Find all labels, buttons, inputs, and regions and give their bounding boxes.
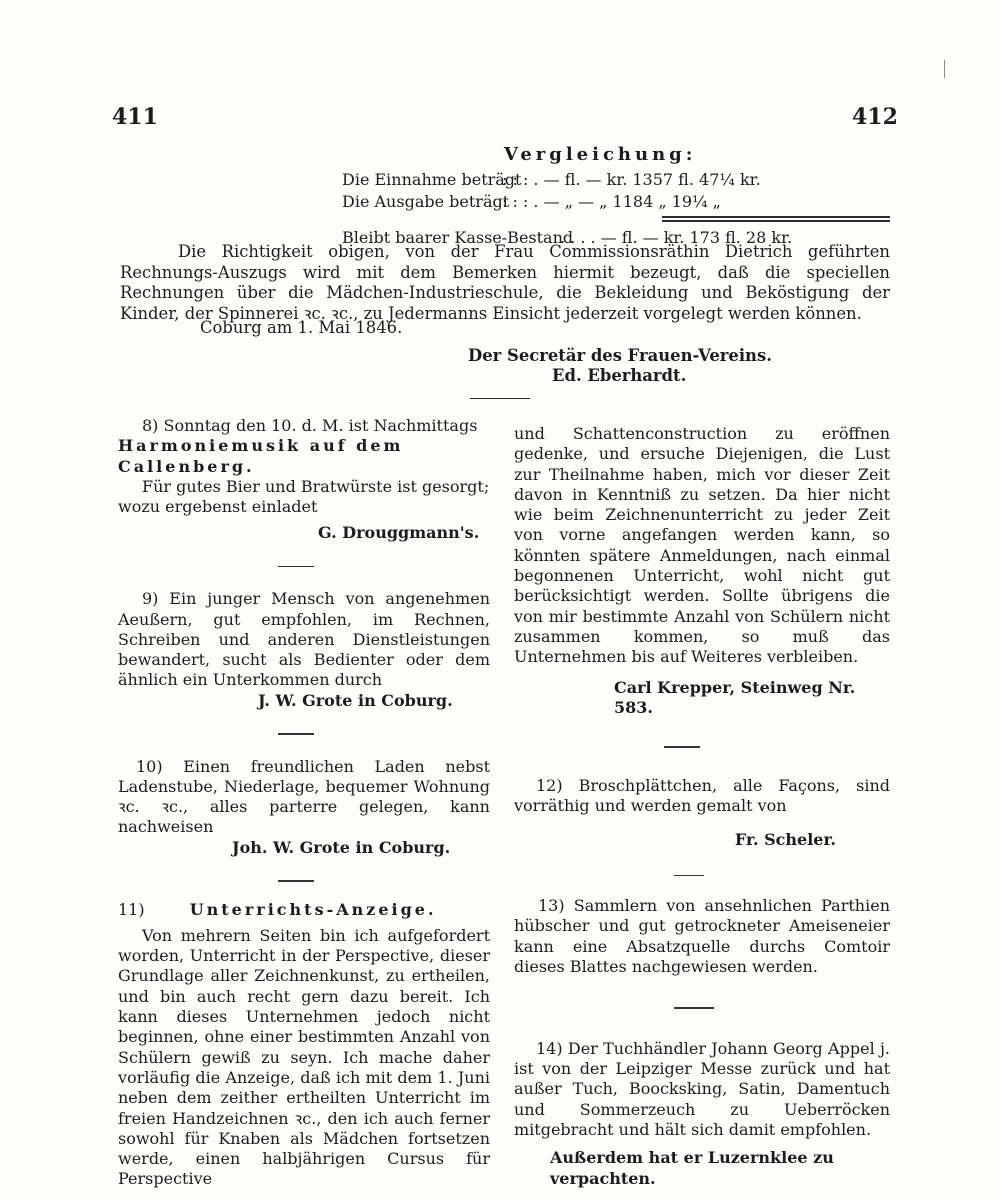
ad9-text: 9) Ein junger Mensch von angenehmen Aeußern, gut empfohlen, im Rechnen, Schreiben und anderen Dienstleistungen bewandert, sucht als Bedienter oder dem ähnlich ein Unterkommen durch [118, 589, 490, 690]
ad8-line4: wozu ergebenst einladet [118, 497, 318, 517]
ad11-number: 11) [118, 899, 145, 919]
vergleichung-row-ausgabe [342, 192, 902, 214]
ad11-heading: Unterrichts-Anzeige. [189, 899, 437, 919]
ad13-divider [674, 1007, 714, 1009]
page-number-right: 412 [852, 104, 898, 130]
ad11-signature: Carl Krepper, Steinweg Nr. 583. [614, 677, 856, 717]
right-column [514, 424, 890, 1189]
ad14-addendum: Außerdem hat er Luzernklee zu verpachten. [550, 1148, 834, 1188]
ad12-signature: Fr. Scheler. [734, 830, 836, 850]
ad12-text: 12) Broschplättchen, alle Façons, sind vorräthig und werden gemalt von [514, 775, 890, 815]
section-rule-top [470, 398, 530, 399]
ad10-divider [278, 880, 314, 882]
sum-rule-2 [662, 220, 890, 222]
ad9-divider [278, 733, 314, 735]
ad12-divider [674, 875, 704, 877]
ad10-text: 10) Einen freundlichen Laden nebst Ladenstube, Niederlage, bequemer Wohnung ꝛc. ꝛc., alles parterre gelegen, kann nachweisen [118, 756, 490, 837]
ad14-text: 14) Der Tuchhändler Johann Georg Appel j. ist von der Leipziger Messe zurück und hat außer Tuch, Boocksking, Satin, Damentuch und Sommerzeuch zu Ueberröcken mitgebracht und hält sich damit empfohlen. [514, 1038, 890, 1139]
vergleichung-table [342, 170, 902, 250]
vergleichung-row-einnahme [342, 170, 902, 192]
ad8-line3: Für gutes Bier und Bratwürste ist gesorgt; [142, 476, 490, 496]
ad11-divider [664, 746, 700, 748]
ad11-text: Von mehrern Seiten bin ich aufgefordert worden, Unterricht in der Perspective, dieser Grundlage aller Zeichnenkunst, zu ertheilen, und bin auch recht gern dazu bereit. Ich kann dieses Unternehmen jedoch nicht beginnen, ohne einer bestimmten Anzahl von Schülern gewiß zu seyn. Ich mache daher vorläufig die Anzeige, daß ich mit dem 1. Juni neben dem zeither ertheilten Unterricht im freien Handzeichnen ꝛc., den ich auch ferner sowohl für Knaben als Mädchen fortsetzen werde, einen halbjährigen Cursus für Perspective [118, 925, 490, 1189]
ad8-divider [278, 566, 314, 568]
vergleichung-heading: Vergleichung: [504, 144, 697, 165]
attestation-place-date: Coburg am 1. Mai 1846. [200, 318, 403, 337]
ad8-line2: Harmoniemusik auf dem Callenberg. [118, 436, 404, 476]
bestand-value: . . . . — fl. — kr. 173 fl. 28 kr. [560, 228, 793, 247]
ad11-heading-line [118, 900, 490, 920]
ad8-signature: G. Drouggmann's. [318, 523, 480, 543]
ad10-signature: Joh. W. Grote in Coburg. [232, 837, 451, 857]
ad13-text: 13) Sammlern von ansehnlichen Parthien hübscher und gut getrockneter Ameiseneier kann eine Absatzquelle durchs Comtoir dieses Blattes nachgewiesen werden. [514, 896, 890, 976]
einnahme-value: : : : . — fl. — kr. 1357 fl. 47¼ kr. [502, 170, 761, 189]
ad9-signature: J. W. Grote in Coburg. [258, 690, 453, 710]
einnahme-label: Die Einnahme beträgt [342, 170, 522, 189]
left-column [118, 416, 490, 1190]
scan-mark [944, 60, 945, 78]
ausgabe-label: Die Ausgabe beträgt [342, 192, 510, 211]
ad11-continuation: und Schattenconstruction zu eröffnen gedenke, und ersuche Diejenigen, die Lust zur Theilnahme haben, mich vor dieser Zeit davon in Kenntniß zu setzen. Da hier nicht wie beim Zeichnenunterricht zu jeder Zeit von vorne angefangen werden kann, so könnten spätere Anmeldungen, nach einmal begonnenen Unterricht, wohl nicht gut berücksichtigt werden. Sollte übrigens die von mir bestimmte Anzahl von Schülern nicht zusammen kommen, so muß das Unternehmen bis auf Weiteres verbleiben. [514, 424, 890, 667]
bestand-label: Bleibt baarer Kasse-Bestand [342, 228, 574, 247]
attestation-signer-title: Der Secretär des Frauen-Vereins. [468, 346, 772, 365]
page-number-left: 411 [112, 104, 158, 130]
attestation-signer-name: Ed. Eberhardt. [552, 366, 687, 385]
sum-rule-1 [662, 216, 890, 218]
ad8-line1: 8) Sonntag den 10. d. M. ist Nachmittags [142, 416, 478, 435]
attestation-text: Die Richtigkeit obigen, von der Frau Commissionsräthin Dietrich geführten Rechnungs-Auszugs wird mit dem Bemerken hiermit bezeugt, daß die speciellen Rechnungen über die Mädchen-Industrieschule, die Bekleidung und Beköstigung der Kinder, der Spinnerei ꝛc. ꝛc., zu Jedermanns Einsicht jederzeit vorgelegt werden können. [120, 242, 890, 323]
ausgabe-value: : : : . — „ — „ 1184 „ 19¼ „ [502, 192, 721, 211]
